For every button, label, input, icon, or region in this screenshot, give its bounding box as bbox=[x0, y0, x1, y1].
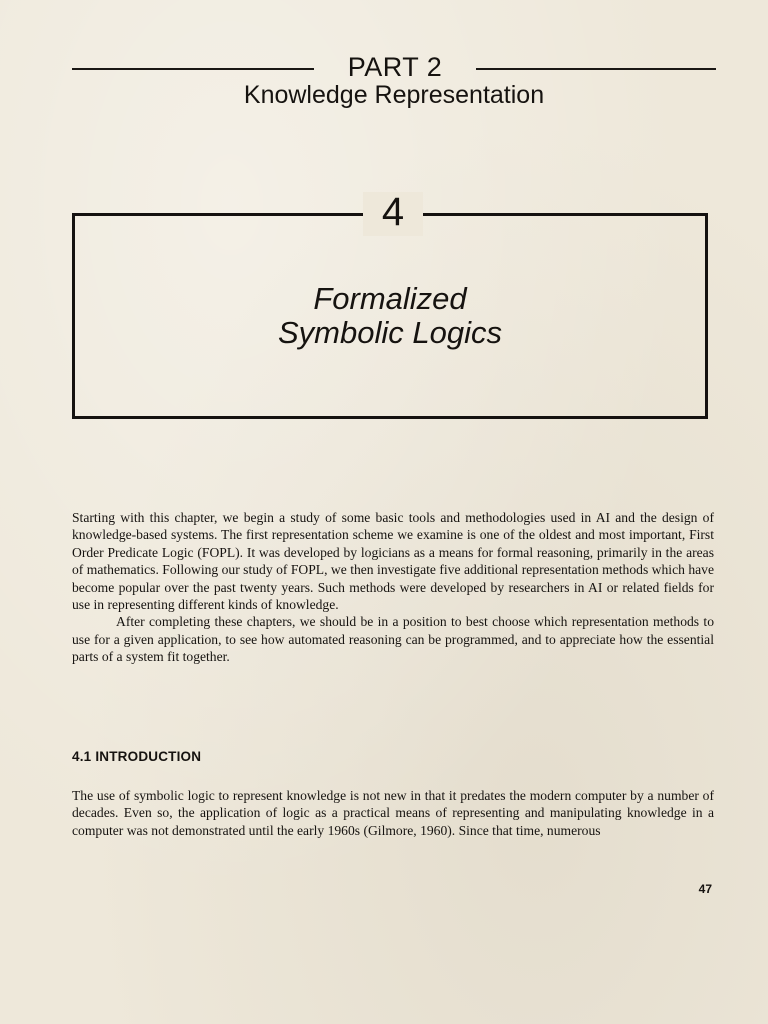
intro-paragraph-1: Starting with this chapter, we begin a study of some basic tools and methodologies used in AI and the design of knowledge-based systems. The first representation scheme we examine is one of the oldest and most important, First Order Predicate Logic (FOPL). It was developed by logicians as a means for formal reasoning, primarily in the areas of mathematics. Following our study of FOPL, we then investigate five additional representation methods which have become popular over the past twenty years. Such methods were developed by researchers in AI or related fields for use in representing different kinds of knowledge. bbox=[72, 510, 714, 613]
section-paragraph: The use of symbolic logic to represent knowledge is not new in that it predates the modern computer by a number of decades. Even so, the application of logic as a practical means of representing and manipulating knowledge in a computer was not demonstrated until the early 1960s (Gilmore, 1960). Since that time, numerous bbox=[72, 788, 714, 838]
chapter-title bbox=[75, 282, 705, 350]
part-label: PART 2 bbox=[347, 52, 443, 82]
part-rule-left bbox=[72, 68, 314, 70]
chapter-number-wrap bbox=[363, 192, 423, 236]
section-body bbox=[72, 787, 714, 839]
part-header bbox=[72, 52, 716, 112]
chapter-title-line-1: Formalized bbox=[313, 281, 467, 316]
chapter-number: 4 bbox=[381, 190, 405, 234]
intro-paragraph-2: After completing these chapters, we should be in a position to best choose which representation methods to use for a given application, to see how automated reasoning can be programmed, and to appreciate how the essential parts of a system fit together. bbox=[72, 614, 714, 665]
chapter-intro bbox=[72, 509, 714, 666]
page-number: 47 bbox=[698, 882, 712, 896]
chapter-title-line-2: Symbolic Logics bbox=[278, 315, 502, 350]
chapter-title-box bbox=[72, 190, 708, 419]
section-heading: 4.1 INTRODUCTION bbox=[72, 749, 202, 764]
part-title: Knowledge Representation bbox=[243, 81, 545, 109]
part-rule-right bbox=[476, 68, 716, 70]
